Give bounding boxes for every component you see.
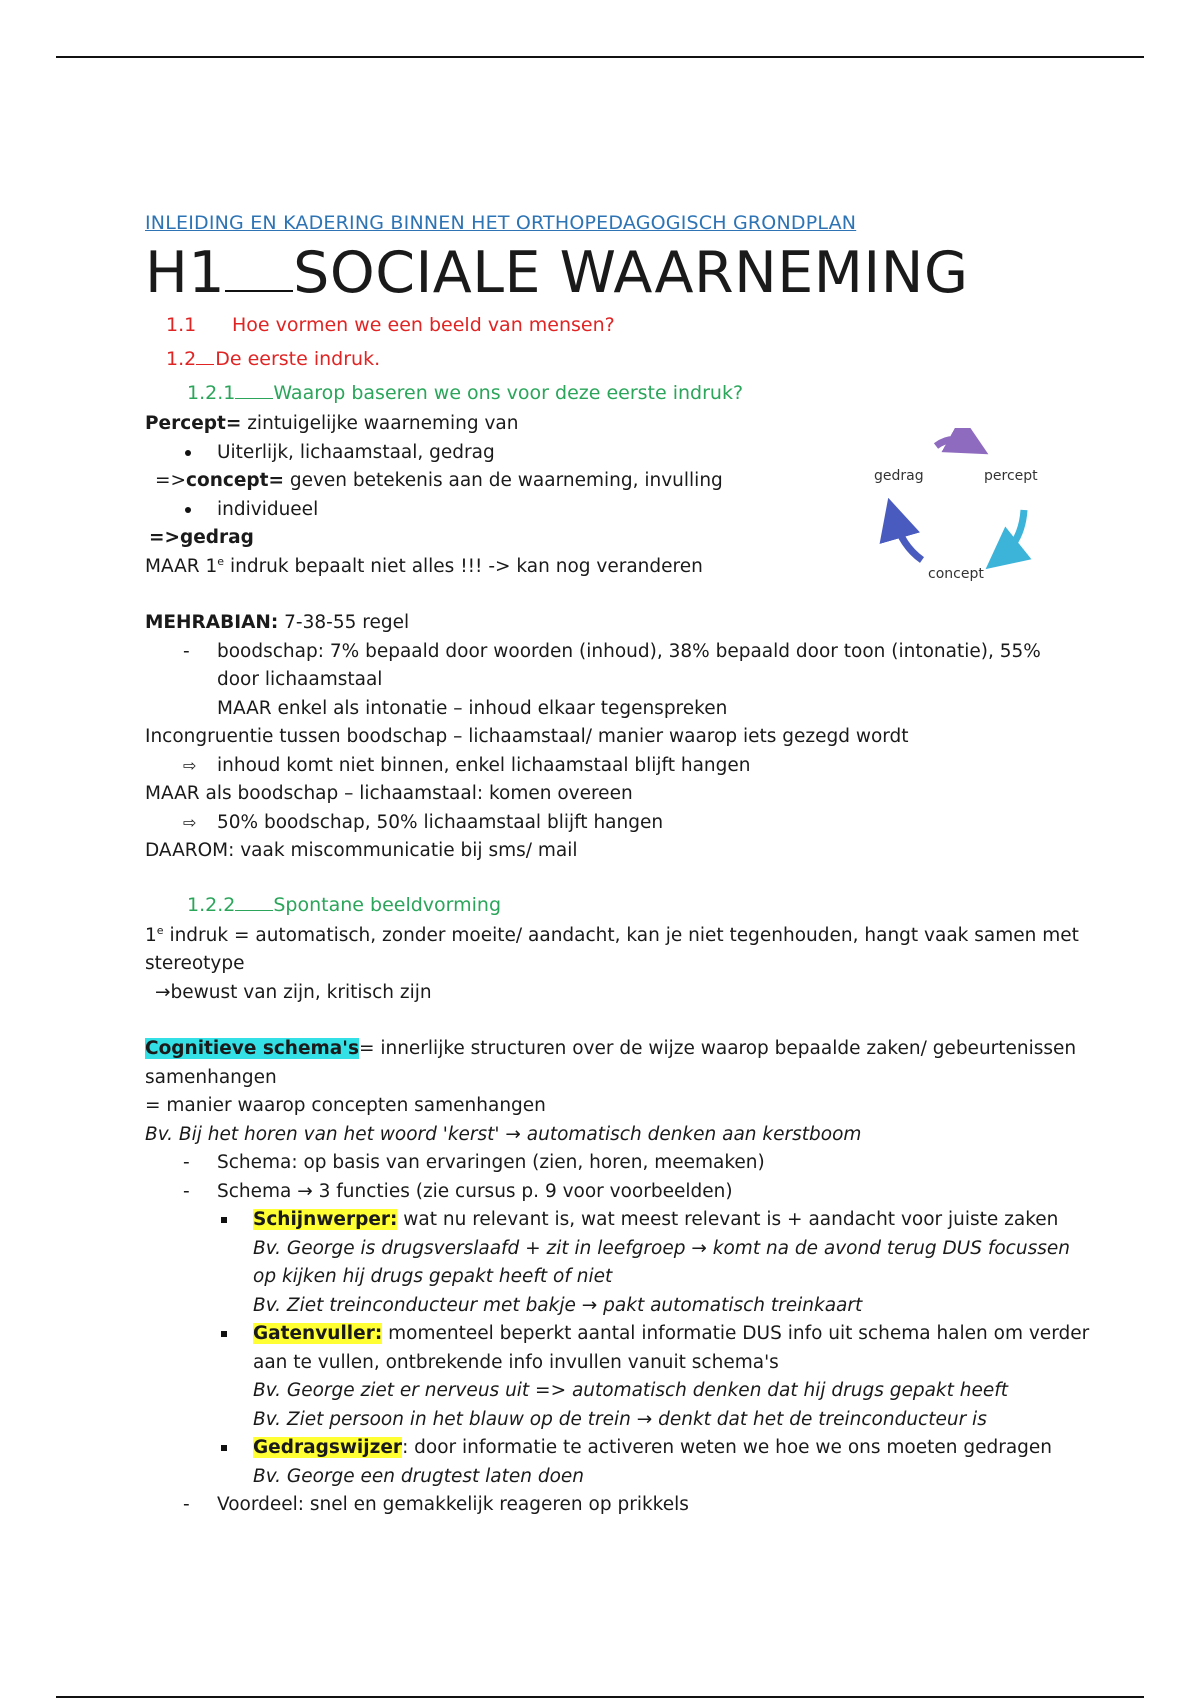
- schema-dash-2: [145, 1178, 1075, 1207]
- schijnwerper-text: wat nu relevant is, wat meest relevant is + aandacht voor juiste zaken: [397, 1209, 1059, 1230]
- gatenvuller-ex-1: Bv. George ziet er nerveus uit => automatisch denken dat hij drugs gepakt heeft: [253, 1380, 1009, 1401]
- daarom-line: DAAROM: vaak miscommunicatie bij sms/ mail: [145, 840, 578, 861]
- spontaan-sup: e: [156, 923, 164, 937]
- heading-1-2-gap: [196, 348, 214, 365]
- heading-1-2-2-title: Spontane beeldvorming: [273, 893, 502, 916]
- gedragswijzer-term: Gedragswijzer: [253, 1437, 403, 1458]
- schijnwerper-ex-1b: op kijken hij drugs gepakt heeft of niet: [253, 1266, 613, 1287]
- arrow-icon: [145, 752, 217, 781]
- heading-1-2-1-number: 1.2.1: [187, 382, 236, 404]
- heading-1-title: SOCIALE WAARNEMING: [293, 240, 969, 306]
- percept-text: zintuigelijke waarneming van: [241, 413, 519, 434]
- square-bullet: [145, 1434, 253, 1463]
- schijnwerper-ex-2: Bv. Ziet treinconducteur met bakje → pakt automatisch treinkaart: [253, 1294, 863, 1316]
- mehrabian-dash-1-cont: door lichaamstaal: [217, 669, 383, 690]
- mehrabian-line: [145, 609, 1075, 638]
- chapter-link[interactable]: INLEIDING EN KADERING BINNEN HET ORTHOPEDAGOGISCH GRONDPLAN: [145, 212, 857, 234]
- heading-1-gap: [225, 238, 293, 292]
- mehrabian-dash-1-maar: MAAR enkel als intonatie – inhoud elkaar tegenspreken: [217, 697, 728, 719]
- schema-term: Cognitieve schema's: [145, 1038, 359, 1059]
- maar-text-b: indruk bepaalt niet alles !!! -> kan nog veranderen: [224, 555, 703, 577]
- gatenvuller-ex-2: Bv. Ziet persoon in het blauw op de trein → denkt dat het de treinconducteur is: [253, 1408, 987, 1430]
- cycle-diagram-svg: [870, 428, 1050, 586]
- schema-def-a: = innerlijke structuren over de wijze waarop bepaalde zaken/ gebeurtenissen: [358, 1038, 1077, 1059]
- dash-text: Voordeel: snel en gemakkelijk reageren op prikkels: [217, 1494, 689, 1515]
- cycle-label-percept: percept: [984, 468, 1038, 484]
- schema-def-c: = manier waarop concepten samenhangen: [145, 1095, 546, 1116]
- blue-cycle-arrow: [894, 518, 922, 560]
- bullet-dot: [145, 439, 217, 468]
- dash-text: Schema → 3 functies (zie cursus p. 9 voor voorbeelden): [217, 1180, 733, 1202]
- bullet-text: Uiterlijk, lichaamstaal, gedrag: [217, 441, 495, 463]
- heading-1-2-2-gap: [235, 894, 273, 911]
- heading-1-1: [166, 308, 1075, 342]
- document-page: [145, 208, 1090, 1520]
- percept-label: Percept=: [145, 413, 242, 434]
- incongruentie-line: Incongruentie tussen boodschap – lichaamstaal/ manier waarop iets gezegd wordt: [145, 726, 909, 747]
- dash-marker: [145, 638, 217, 667]
- dash-marker: [145, 1491, 217, 1520]
- maar-text-a: MAAR 1: [145, 555, 218, 577]
- dash-marker: [145, 1178, 217, 1207]
- spontaan-line-2: stereotype: [145, 953, 245, 974]
- concept-prefix: =>: [155, 470, 187, 491]
- heading-1-1-title: Hoe vormen we een beeld van mensen?: [232, 314, 615, 336]
- concept-text: geven betekenis aan de waarneming, invulling: [283, 470, 723, 491]
- gatenvuller-text-b: aan te vullen, ontbrekende info invullen vanuit schema's: [253, 1351, 779, 1373]
- spacer: [145, 1007, 1075, 1035]
- heading-1-2-number: 1.2: [166, 348, 197, 370]
- schema-example: Bv. Bij het horen van het woord 'kerst' → automatisch denken aan kerstboom: [145, 1123, 862, 1145]
- functie-gatenvuller: [145, 1320, 1090, 1349]
- spontaan-text-b: indruk = automatisch, zonder moeite/ aandacht, kan je niet tegenhouden, hangt vaak samen met: [163, 924, 1079, 946]
- gatenvuller-text: momenteel beperkt aantal informatie DUS info uit schema halen om verder: [382, 1323, 1090, 1344]
- heading-1-2-1-title: Waarop baseren we ons voor deze eerste indruk?: [273, 382, 744, 404]
- heading-1-2: [166, 342, 1075, 376]
- spontaan-line-3: →bewust van zijn, kritisch zijn: [155, 981, 432, 1003]
- heading-1-2-title: De eerste indruk.: [215, 348, 381, 370]
- schema-def-b: samenhangen: [145, 1066, 277, 1088]
- heading-1-number: H1: [145, 240, 226, 306]
- bullet-text: individueel: [217, 498, 319, 520]
- gedrag-line: =>gedrag: [149, 527, 254, 548]
- top-rule: [56, 56, 1144, 58]
- square-bullet: [145, 1320, 253, 1349]
- schema-dash-3: [145, 1491, 1075, 1520]
- functie-schijnwerper: [145, 1206, 1075, 1235]
- spontaan-text-a: 1: [145, 924, 157, 946]
- cycle-label-concept: concept: [928, 566, 984, 582]
- schema-def-line: [145, 1035, 1075, 1064]
- arrow-item-1: [145, 752, 1075, 781]
- heading-1: [145, 238, 1075, 306]
- mehrabian-label: MEHRABIAN:: [145, 612, 279, 633]
- cycle-label-gedrag: gedrag: [874, 468, 924, 484]
- concept-label: concept=: [186, 470, 284, 491]
- arrow-text: 50% boodschap, 50% lichaamstaal blijft hangen: [217, 811, 664, 833]
- cyan-cycle-arrow: [1002, 510, 1024, 556]
- schijnwerper-term: Schijnwerper:: [253, 1209, 398, 1230]
- schijnwerper-ex-1: Bv. George is drugsverslaafd + zit in leefgroep → komt na de avond terug DUS focussen: [253, 1237, 1070, 1259]
- mehrabian-text: 7-38-55 regel: [278, 612, 410, 633]
- maar-sup: e: [217, 554, 225, 568]
- gedragswijzer-ex: Bv. George een drugtest laten doen: [253, 1465, 585, 1487]
- arrow-icon: [145, 809, 217, 838]
- dash-marker: [145, 1149, 217, 1178]
- mehrabian-dash-1: [145, 638, 1075, 667]
- spacer: [145, 866, 1075, 888]
- heading-1-2-2: [187, 888, 1075, 922]
- schema-dash-1: [145, 1149, 1075, 1178]
- heading-1-1-number: 1.1: [166, 314, 197, 336]
- gatenvuller-term: Gatenvuller:: [253, 1323, 383, 1344]
- heading-1-2-1: [187, 376, 1075, 410]
- dash-text: boodschap: 7% bepaald door woorden (inhoud), 38% bepaald door toon (intonatie), 55%: [217, 640, 1041, 662]
- dash-text: Schema: op basis van ervaringen (zien, horen, meemaken): [217, 1152, 765, 1173]
- heading-1-2-2-number: 1.2.2: [187, 893, 236, 916]
- purple-cycle-arrow: [936, 439, 970, 446]
- square-bullet: [145, 1206, 253, 1235]
- functie-gedragswijzer: [145, 1434, 1075, 1463]
- arrow-item-2: [145, 809, 1075, 838]
- gedragswijzer-text: : door informatie te activeren weten we hoe we ons moeten gedragen: [402, 1437, 1053, 1458]
- arrow-text: inhoud komt niet binnen, enkel lichaamstaal blijft hangen: [217, 754, 751, 776]
- maar-2-line: MAAR als boodschap – lichaamstaal: komen overeen: [145, 783, 633, 804]
- cycle-diagram: [870, 428, 1050, 586]
- bottom-rule: [56, 1696, 1144, 1698]
- bullet-dot: [145, 496, 217, 525]
- heading-1-2-1-gap: [235, 382, 273, 399]
- spontaan-line-1: [145, 922, 1079, 951]
